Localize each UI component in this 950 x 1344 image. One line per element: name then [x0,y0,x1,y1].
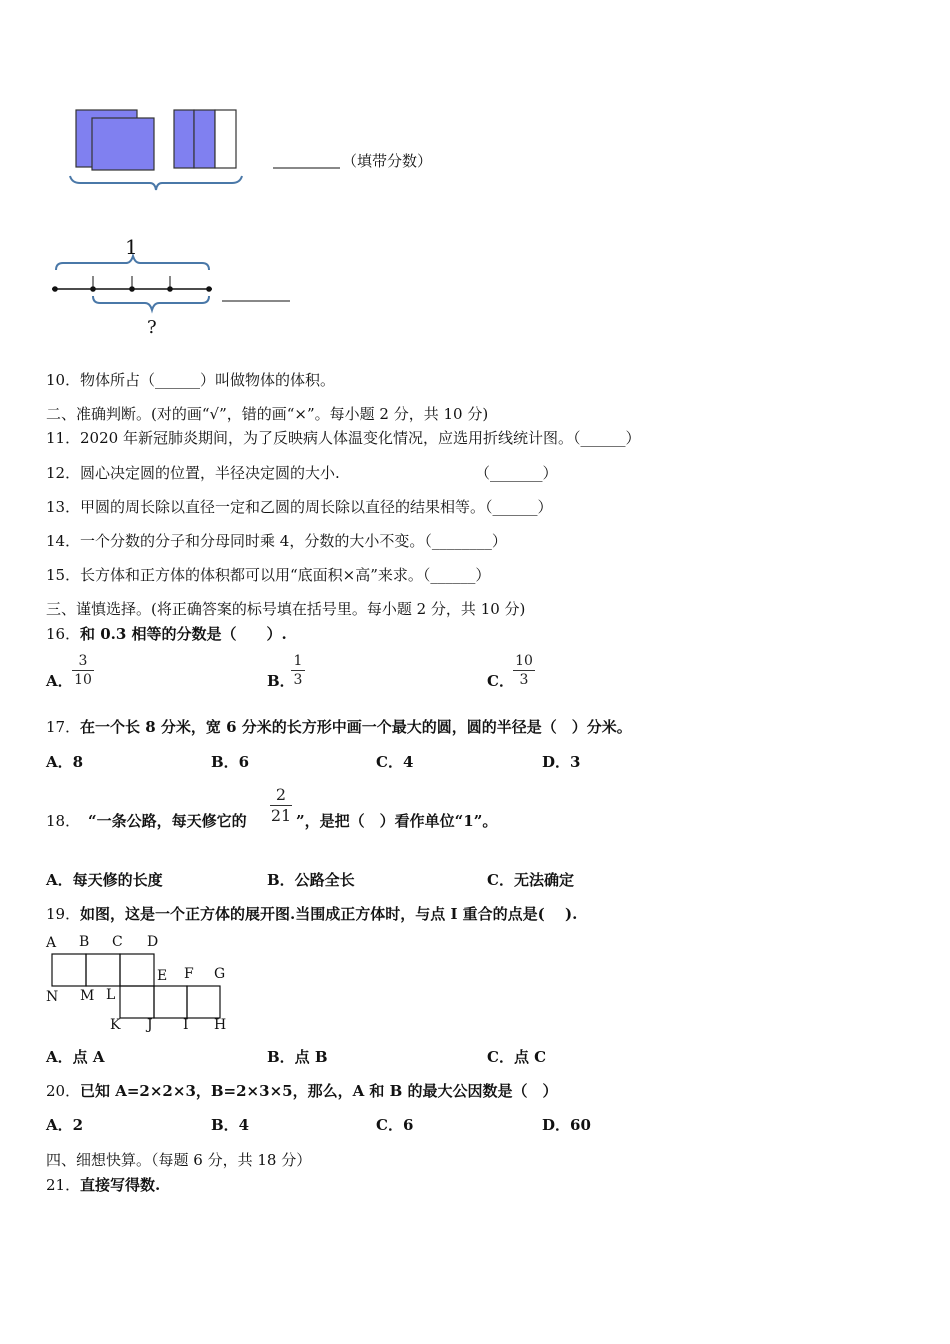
point-label-j: J [147,1017,153,1033]
number-line-point [52,286,58,292]
mixed-number-hint: （填带分数） [342,152,433,170]
q16-option-c-label: C． [487,672,514,690]
q14-num: 14． [46,532,81,550]
point-label-i: I [183,1017,189,1033]
q20-option-c: C．6 [376,1116,414,1134]
point-label-d: D [147,934,159,950]
q12-num: 12． [46,464,81,482]
q18-fraction [270,786,292,825]
numerator: 10 [515,653,533,669]
q12-blank: （_______） [475,464,558,482]
q18-option-a: A．每天修的长度 [46,871,163,889]
cube-net [52,954,220,1018]
point-label-l: L [106,987,116,1003]
denominator: 3 [519,672,529,688]
q19-text: 如图，这是一个正方体的展开图.当围成正方体时，与点 I 重合的点是( ). [80,905,578,923]
q16-option-b-fraction [291,653,305,688]
section3-title: 三、谨慎选择。(将正确答案的标号填在括号里。每小题 2 分，共 10 分) [46,600,526,618]
point-label-h: H [214,1017,227,1033]
q16-text: 和 0.3 相等的分数是（ ）. [80,625,287,643]
q17-option-a: A．8 [46,753,84,771]
q19-num: 19． [46,905,81,923]
point-label-c: C [112,934,123,950]
q10-num: 10． [46,371,81,389]
q18-text-before: “一条公路，每天修它的 [88,812,247,830]
bottom-brace-2 [93,296,209,310]
numerator: 1 [293,653,303,669]
point-label-e: E [157,968,168,984]
q20-option-b: B．4 [211,1116,250,1134]
q17-option-b: B．6 [211,753,250,771]
point-label-n: N [46,989,59,1005]
q16-option-a-fraction [72,653,94,688]
numerator: 2 [275,785,287,804]
q14-text: 一个分数的分子和分母同时乘 4，分数的大小不变。（________） [80,532,507,550]
number-line-point [206,286,212,292]
denominator: 10 [74,672,92,688]
q17-text: 在一个长 8 分米，宽 6 分米的长方形中画一个最大的圆，圆的半径是（ ）分米。 [80,718,632,736]
q21-num: 21． [46,1176,81,1194]
q13-num: 13． [46,498,81,516]
q20-option-a: A．2 [46,1116,84,1134]
brace-top-label: 1 [125,235,138,259]
q16-num: 16． [46,625,81,643]
q10-text: 物体所占（______）叫做物体的体积。 [80,371,336,389]
q20-text: 已知 A=2×2×3，B=2×3×5，那么，A 和 B 的最大公因数是（ ） [80,1082,558,1100]
point-label-b: B [79,934,90,950]
q17-option-c: C．4 [376,753,414,771]
q19-option-c: C．点 C [487,1048,547,1066]
q11-text: 2020 年新冠肺炎期间，为了反映病人体温变化情况，应选用折线统计图。（______） [80,429,641,447]
q15-text: 长方体和正方体的体积都可以用“底面积×高”来求。（______） [80,566,491,584]
q18-option-c: C．无法确定 [487,871,574,889]
q13-text: 甲圆的周长除以直径一定和乙圆的周长除以直径的结果相等。（______） [80,498,553,516]
q16-option-c-fraction [513,653,535,688]
q12-text: 圆心决定圆的位置，半径决定圆的大小. [80,464,340,482]
brace-bottom-label: ? [147,317,157,338]
point-label-m: M [80,988,95,1004]
bottom-brace [70,176,242,190]
q17-num: 17． [46,718,81,736]
numerator: 3 [78,653,88,669]
q20-num: 20． [46,1082,81,1100]
point-label-k: K [110,1017,121,1033]
q16-option-a-label: A． [46,672,73,690]
partial-square-part3 [215,110,236,168]
q19-option-a: A．点 A [46,1048,105,1066]
q19-option-b: B．点 B [267,1048,328,1066]
q18-text-after: ”，是把（ ）看作单位“1”。 [296,812,498,830]
front-square [92,118,154,170]
q11-num: 11． [46,429,81,447]
q18-option-b: B．公路全长 [267,871,355,889]
point-label-a: A [46,935,57,951]
q17-option-d: D．3 [542,753,581,771]
denominator: 3 [293,672,303,688]
partial-square-part2 [194,110,215,168]
partial-square-part1 [174,110,194,168]
q15-num: 15． [46,566,81,584]
section4-title: 四、细想快算。（每题 6 分，共 18 分） [46,1151,312,1169]
denominator: 21 [270,806,292,825]
point-label-f: F [184,966,194,982]
q18-num: 18． [46,812,81,830]
q21-text: 直接写得数. [80,1176,161,1194]
q20-option-d: D．60 [542,1116,591,1134]
section2-title: 二、准确判断。(对的画“√”，错的画“×”。每小题 2 分，共 10 分) [46,405,489,423]
point-label-g: G [214,966,226,982]
q16-option-b-label: B． [267,672,295,690]
